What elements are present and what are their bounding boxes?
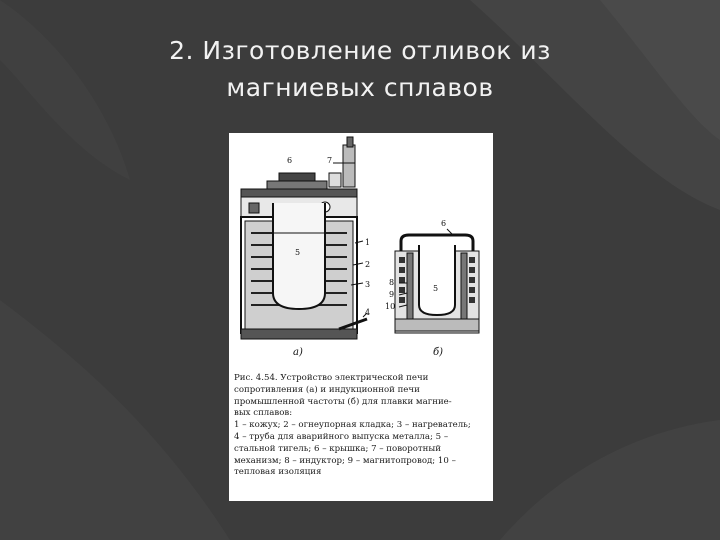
callout-a-7: 7: [327, 156, 333, 165]
slide-title: [0, 32, 720, 106]
furnace-figure: [229, 133, 493, 501]
callout-a-1: 1: [365, 238, 371, 247]
slide-title-line-2: магниевых сплавов: [226, 73, 494, 102]
slide-title-line-1: 2. Изготовление отливок из: [169, 36, 551, 65]
callout-a-3: 3: [365, 280, 371, 289]
caption-line: вых сплавов:: [234, 408, 293, 419]
figure-caption: [234, 373, 488, 479]
sublabel-a: а): [293, 347, 303, 358]
furnace-drawing: [229, 133, 493, 373]
induction-furnace-drawing: [395, 229, 479, 333]
caption-line: 4 – труба для аварийного выпуска металла; 5 –: [234, 431, 449, 442]
caption-line: тепловая изоляция: [234, 467, 322, 478]
callout-a-5: 5: [295, 248, 301, 257]
caption-line: промышленной частоты (б) для плавки магние-: [234, 396, 452, 407]
resistance-furnace-drawing: [241, 137, 367, 339]
callout-b-8: 8: [389, 278, 395, 287]
callout-b-10: 10: [385, 302, 396, 311]
caption-line: сопротивления (а) и индукционной печи: [234, 384, 420, 395]
callout-a-6: 6: [287, 156, 293, 165]
callout-b-6: 6: [441, 219, 447, 228]
caption-line: Рис. 4.54. Устройство электрической печи: [234, 373, 429, 383]
caption-line: 1 – кожух; 2 – огнеупорная кладка; 3 – нагреватель;: [234, 420, 471, 431]
callout-b-5: 5: [433, 284, 439, 293]
callout-a-2: 2: [365, 260, 371, 269]
caption-line: механизм; 8 – индуктор; 9 – магнитопровод; 10 –: [234, 455, 456, 466]
callout-a-4: 4: [365, 308, 371, 317]
caption-line: стальной тигель; 6 – крышка; 7 – поворотный: [234, 443, 441, 454]
callout-b-9: 9: [389, 290, 395, 299]
sublabel-b: б): [433, 347, 444, 358]
